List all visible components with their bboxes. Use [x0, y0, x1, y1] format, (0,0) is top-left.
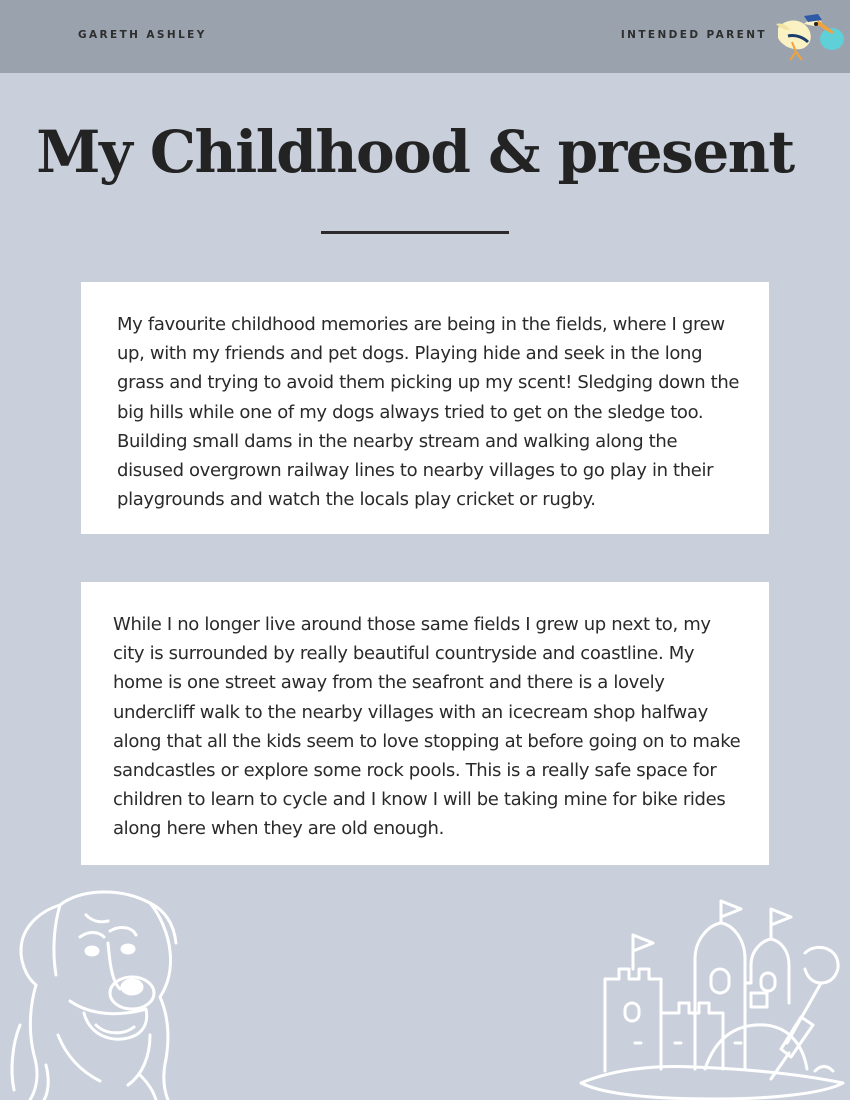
page-header — [0, 0, 850, 73]
present-life-text: While I no longer live around those same fields I grew up next to, my city is surrounded by really beautiful countryside and coastline. My home is one street away from the seafront and there is a lovely undercliff walk to the nearby villages with an icecream shop halfway along that all the kids seem to love stopping at before going on to make sandcastles or explore some rock pools. This is a really safe space for children to learn to cycle and I know I will be taking mine for bike rides along here when they are old enough. — [113, 614, 741, 840]
title-divider — [321, 231, 509, 234]
author-name: GARETH ASHLEY — [78, 29, 207, 41]
present-life-card — [81, 582, 769, 865]
childhood-memories-card — [81, 282, 769, 534]
childhood-memories-text: My favourite childhood memories are being in the fields, where I grew up, with my friends and pet dogs. Playing hide and seek in the long grass and trying to avoid them picking up my scent! Sledging down the big hills while one of my dogs always tried to get on the sledge too. Building small dams in the nearby stream and walking along the disused overgrown railway lines to nearby villages to go play in their playgrounds and watch the locals play cricket or rugby. — [117, 314, 740, 511]
sandcastle-illustration-icon — [575, 893, 850, 1100]
stork-icon — [774, 12, 846, 66]
dog-illustration-icon — [0, 885, 200, 1100]
role-label: INTENDED PARENT — [620, 29, 767, 41]
page-title: My Childhood & present — [36, 118, 794, 186]
